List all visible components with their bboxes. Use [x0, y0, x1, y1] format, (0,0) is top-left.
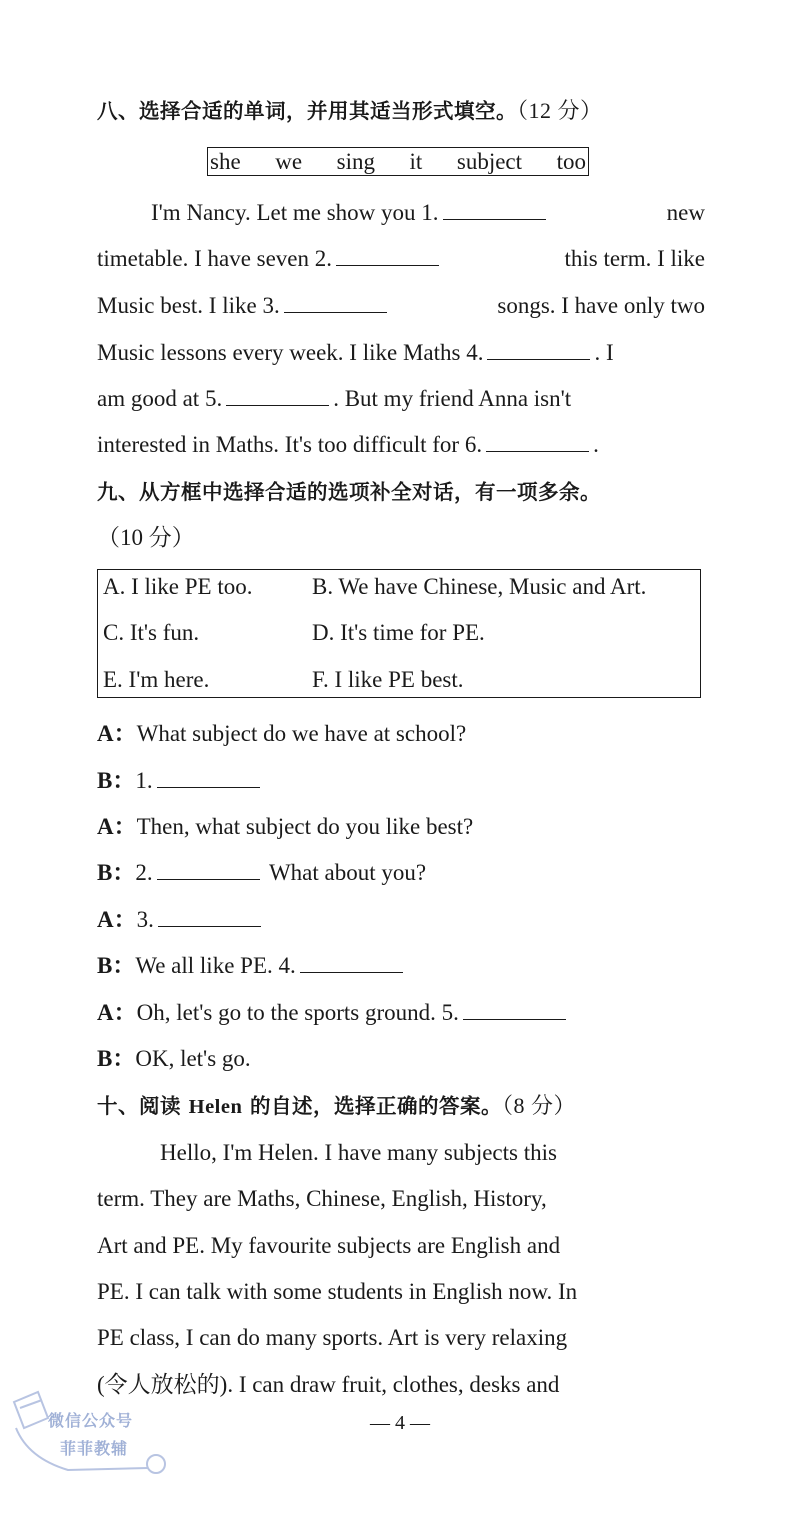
word-bank-item: we [275, 148, 303, 174]
section-9-score: （10 分） [97, 525, 195, 550]
dialogue-line: A：Then, what subject do you like best? [97, 814, 474, 839]
speaker-label: B： [97, 860, 136, 885]
word-bank-item: too [556, 148, 586, 174]
reading-line: PE. I can talk with some students in English now. In [97, 1279, 578, 1304]
speaker-label: B： [97, 768, 136, 793]
speaker-label: A： [97, 814, 137, 839]
passage-line: interested in Maths. It's too difficult for 6. . [97, 429, 705, 461]
answer-blank-6[interactable] [486, 429, 589, 452]
section-10-heading: 十、阅读 Helen 的自述，选择正确的答案。（8 分） [97, 1093, 577, 1118]
answer-blank-1[interactable] [443, 197, 546, 220]
reading-line: (令人放松的). I can draw fruit, clothes, desks and [97, 1372, 560, 1397]
word-bank-item: subject [456, 148, 523, 174]
dialogue-blank-5[interactable] [463, 997, 566, 1020]
page-number: — 4 — [370, 1412, 430, 1434]
option-a: A. I like PE too. [103, 574, 253, 599]
option-c: C. It's fun. [103, 620, 200, 645]
speaker-label: A： [97, 907, 137, 932]
section-9-heading: 九、从方框中选择合适的选项补全对话，有一项多余。 [97, 480, 601, 504]
dialogue-blank-3[interactable] [158, 904, 261, 927]
dialogue-line: B：We all like PE. 4. [97, 950, 705, 982]
reading-line: Hello, I'm Helen. I have many subjects this [160, 1140, 557, 1165]
passage-line: Music best. I like 3. songs. I have only two [97, 290, 705, 322]
section-8-heading: 八、选择合适的单词，并用其适当形式填空。（12 分） [97, 98, 603, 123]
passage-line: timetable. I have seven 2. this term. I like [97, 243, 705, 275]
word-bank-box [207, 147, 589, 176]
option-d: D. It's time for PE. [312, 620, 485, 645]
watermark [8, 1388, 168, 1476]
watermark-pen-icon [8, 1388, 168, 1476]
dialogue-line: A：What subject do we have at school? [97, 721, 467, 746]
answer-blank-3[interactable] [284, 290, 387, 313]
reading-line: Art and PE. My favourite subjects are English and [97, 1233, 561, 1258]
dialogue-blank-1[interactable] [157, 765, 260, 788]
speaker-label: B： [97, 1046, 136, 1071]
dialogue-line: A：Oh, let's go to the sports ground. 5. [97, 997, 705, 1029]
dialogue-blank-2[interactable] [157, 857, 260, 880]
answer-blank-5[interactable] [226, 383, 329, 406]
dialogue-line: B：2. What about you? [97, 857, 705, 889]
word-bank-item: it [409, 148, 423, 174]
answer-blank-4[interactable] [487, 337, 590, 360]
dialogue-line: B：OK, let's go. [97, 1046, 251, 1071]
passage-line: Music lessons every week. I like Maths 4. . I [97, 337, 705, 369]
word-bank-item: sing [336, 148, 375, 174]
speaker-label: A： [97, 1000, 137, 1025]
speaker-label: B： [97, 953, 136, 978]
reading-line: term. They are Maths, Chinese, English, History, [97, 1186, 547, 1211]
reading-line: PE class, I can do many sports. Art is very relaxing [97, 1325, 568, 1350]
dialogue-blank-4[interactable] [300, 950, 403, 973]
watermark-line-2: 菲菲教辅 [60, 1439, 129, 1458]
option-e: E. I'm here. [103, 667, 210, 692]
options-box [97, 569, 701, 698]
dialogue-line: B：1. [97, 765, 705, 797]
option-b: B. We have Chinese, Music and Art. [312, 574, 647, 599]
option-f: F. I like PE best. [312, 667, 464, 692]
watermark-line-1: 微信公众号 [48, 1411, 134, 1430]
dialogue-line: A：3. [97, 904, 705, 936]
word-bank-item: she [210, 148, 241, 174]
answer-blank-2[interactable] [336, 243, 439, 266]
speaker-label: A： [97, 721, 137, 746]
passage-line: am good at 5. . But my friend Anna isn't [97, 383, 705, 415]
passage-line: I'm Nancy. Let me show you 1. new [151, 197, 705, 229]
